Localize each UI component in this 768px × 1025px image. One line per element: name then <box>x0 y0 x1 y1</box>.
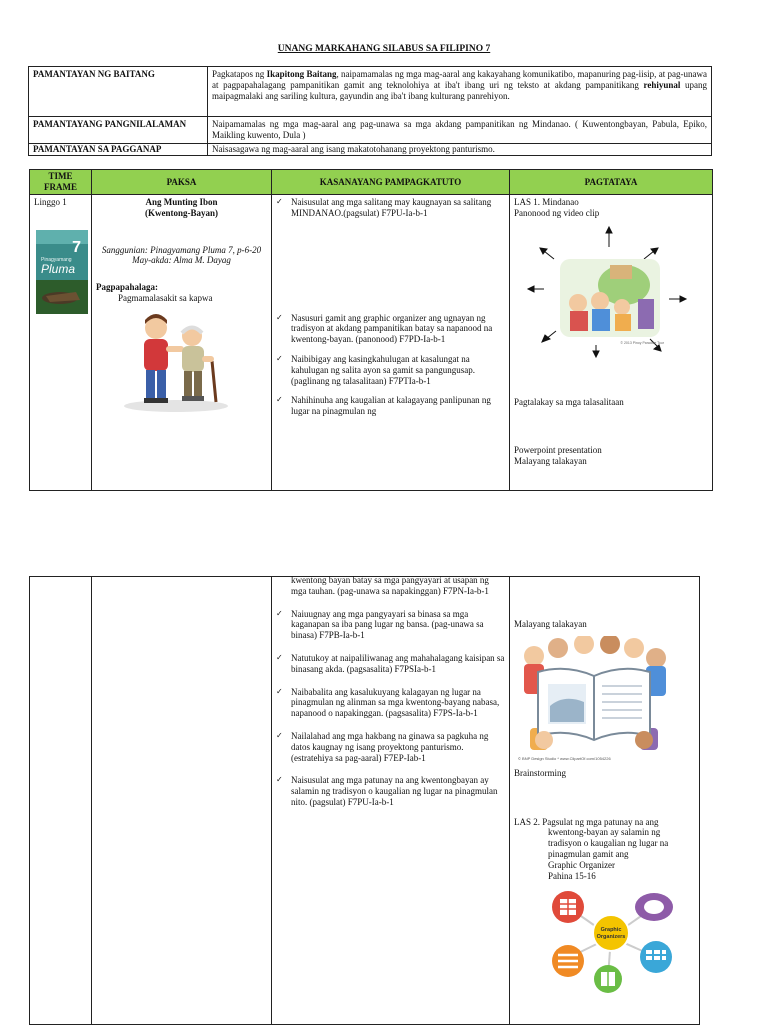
checkmark-icon: ✓ <box>276 608 283 618</box>
standard-text-part: , naipamamalas ng mga mag-aaral ang kakayahang komunikatibo, mapanuring pag-iisip, at pag-unawa at pagpapahalagang pampanitikan gamit ang teknolohiya at iba't ibang uri ng teksto at akdang pampanitikang <box>212 69 708 90</box>
checkmark-icon: ✓ <box>276 652 283 662</box>
las1-label: LAS 1. Mindanao <box>514 197 579 207</box>
kasanayan-cell <box>272 577 510 1025</box>
list-item <box>276 395 505 417</box>
malayang-talakayan-text: Malayang talakayan <box>514 456 587 467</box>
kasanayan-cell <box>272 195 510 491</box>
time-frame-cell <box>30 195 92 491</box>
time-frame-text: Linggo 1 <box>34 197 67 207</box>
standard-row-pagganap <box>29 144 712 156</box>
may-akda-text: May-akda: Alma M. Dayag <box>132 255 231 266</box>
las2-line: kwentong-bayan ay salamin ng <box>548 827 661 838</box>
document-title: UNANG MARKAHANG SILABUS SA FILIPINO 7 <box>277 44 491 54</box>
sanggunian-text: Sanggunian: Pinagyamang Pluma 7, p-6-20 <box>101 244 262 255</box>
mindanao-collage-image <box>514 221 694 359</box>
skill-text: Nailalahad ang mga hakbang na ginawa sa pagkuha ng datos kaugnay ng isang proyektong panturismo. (estratehiya sa pag-aaral) F7EP-Iab-1 <box>291 730 489 763</box>
las2-label: LAS 2. Pagsulat ng mga patunay na ang <box>514 816 659 827</box>
checkmark-icon: ✓ <box>276 312 283 322</box>
syllabus-table <box>29 169 713 491</box>
list-item <box>276 575 505 597</box>
list-item <box>276 354 505 386</box>
book-cover-image <box>36 230 88 314</box>
checkmark-icon: ✓ <box>276 730 283 740</box>
standard-text <box>208 67 712 117</box>
standard-label: PAMANTAYAN NG BAITANG <box>29 67 208 117</box>
pagtataya-cell <box>510 577 700 1025</box>
book-cover-title: Pluma <box>41 261 76 276</box>
las1-sub: Panonood ng video clip <box>514 207 600 218</box>
pagpapahalaga-label: Pagpapahalaga: <box>96 282 159 293</box>
checkmark-icon: ✓ <box>276 775 283 785</box>
children-reading-book-image <box>514 636 674 762</box>
list-item <box>276 731 505 763</box>
pagpapahalaga-text: Pagmamalasakit sa kapwa <box>118 292 213 303</box>
list-item <box>276 609 505 641</box>
las2-line: Pahina 15-16 <box>548 870 596 881</box>
skill-text: kwentong bayan batay sa mga pangyayari at usapan ng mga tauhan. (pag-unawa sa napakinggan) F7PN-Ia-b-1 <box>291 575 489 596</box>
header-row <box>30 170 713 195</box>
list-item <box>276 687 505 719</box>
mindanao-credit: © 2013 Pinoy Paradise Tour <box>620 340 664 345</box>
checkmark-icon: ✓ <box>276 353 283 363</box>
skill-text: Naiuugnay ang mga pangyayari sa binasa sa mga kaganapan sa iba pang lugar ng bansa. (pag-unawa sa binasa) F7PB-Ia-b-1 <box>291 608 484 641</box>
standard-text: Naisasagawa ng mag-aaral ang isang makatotohanang proyektong panturismo. <box>208 144 712 156</box>
brainstorming-text: Brainstorming <box>514 767 566 778</box>
header-paksa: PAKSA <box>92 170 272 195</box>
standard-row-baitang <box>29 67 712 117</box>
paksa-cell <box>92 577 272 1025</box>
list-item <box>276 313 505 345</box>
syllabus-table-continued <box>29 576 700 1025</box>
paksa-subtitle: (Kwentong-Bayan) <box>144 207 218 218</box>
book-cover-number: 7 <box>72 238 81 256</box>
skill-text: Nasusuri gamit ang graphic organizer ang ugnayan ng tradisyon at akdang pampanitikan batay sa napanood na kwentong-bayan. (panonood) F7PD-Ia-b-1 <box>291 312 493 345</box>
standard-text-part: upang maipagmalaki ang sariling kultura, gayundin ang iba't ibang kulturang panrehiyon. <box>212 79 707 101</box>
standard-label: PAMANTAYANG PANGNILALAMAN <box>29 117 208 144</box>
list-item <box>276 197 505 219</box>
graphic-organizer-image <box>546 887 676 993</box>
pagtalakay-text: Pagtalakay sa mga talasalitaan <box>514 396 624 407</box>
powerpoint-text: Powerpoint presentation <box>514 445 602 456</box>
las2-line: Graphic Organizer <box>548 859 616 870</box>
graphic-organizer-center-label: Graphic Organizers <box>596 927 626 941</box>
time-frame-cell <box>30 577 92 1025</box>
pagtataya-cell <box>510 195 713 491</box>
standard-text: Naipamamalas ng mga mag-aaral ang pag-unawa sa mga akdang pampanitikan ng Mindanao. ( Kuwentongbayan, Pabula, Epiko, Maikling kuwento, Dula ) <box>208 117 712 144</box>
skill-text: Naisusulat ang mga salitang may kaugnayan sa salitang MINDANAO.(pagsulat) F7PU-Ia-b-1 <box>291 197 492 218</box>
list-item <box>276 653 505 675</box>
header-pagtataya: PAGTATAYA <box>510 170 713 195</box>
standard-text-part: Pagkatapos ng <box>212 69 267 79</box>
helping-elderly-illustration <box>116 306 236 414</box>
table-row <box>30 195 713 491</box>
standards-table <box>28 66 712 156</box>
skill-text: Naibibigay ang kasingkahulugan at kasalungat na kahulugan ng salita ayon sa gamit sa pangungusap. (paglinang ng talasalitaan) F7PTIa-b-1 <box>291 353 475 386</box>
skill-text: Nahihinuha ang kaugalian at kalagayang panlipunan ng lugar na pinagmulan ng <box>291 395 491 417</box>
standard-row-pangnilalaman <box>29 117 712 144</box>
checkmark-icon: ✓ <box>276 686 283 696</box>
book-cover-subtitle: Pinagyamang <box>41 256 72 263</box>
checkmark-icon: ✓ <box>276 197 283 206</box>
malayang-talakayan-text: Malayang talakayan <box>514 619 587 629</box>
header-time-frame: TIME FRAME <box>30 170 92 195</box>
skill-text: Natutukoy at naipaliliwanag ang mahahalagang kaisipan sa binasang akda. (pagsasalita) F7PSIa-b-1 <box>291 652 505 674</box>
list-item <box>276 775 505 807</box>
skill-text: Naibabalita ang kasalukuyang kalagayan ng lugar na pinagmulan ng alinman sa mga kwentong-bayang nabasa, napanood o napakinggan. (pagsasalita) F7PS-Ia-b-1 <box>291 686 500 719</box>
las2-line: pinagmulan gamit ang <box>548 848 629 859</box>
standard-text-bold: Ikapitong Baitang <box>266 69 337 79</box>
book-image-credit: © BNP Design Studio * www.ClipartOf.com/1054226 <box>518 755 611 761</box>
skill-text: Naisusulat ang mga patunay na ang kwentongbayan ay salamin ng tradisyon o kaugalian ng lugar na pinagmulan nito. (pagsulat) F7PU-Ia-b-1 <box>291 775 498 807</box>
checkmark-icon: ✓ <box>276 395 283 405</box>
header-kasanayan: KASANAYANG PAMPAGKATUTO <box>272 170 510 195</box>
standard-text-bold: rehiyunal <box>643 79 681 90</box>
paksa-title: Ang Munting Ibon <box>145 197 218 207</box>
las2-line: tradisyon o kaugalian ng lugar na <box>548 838 669 849</box>
paksa-cell <box>92 195 272 491</box>
standard-label: PAMANTAYAN SA PAGGANAP <box>29 144 208 156</box>
table-row <box>30 577 700 1025</box>
